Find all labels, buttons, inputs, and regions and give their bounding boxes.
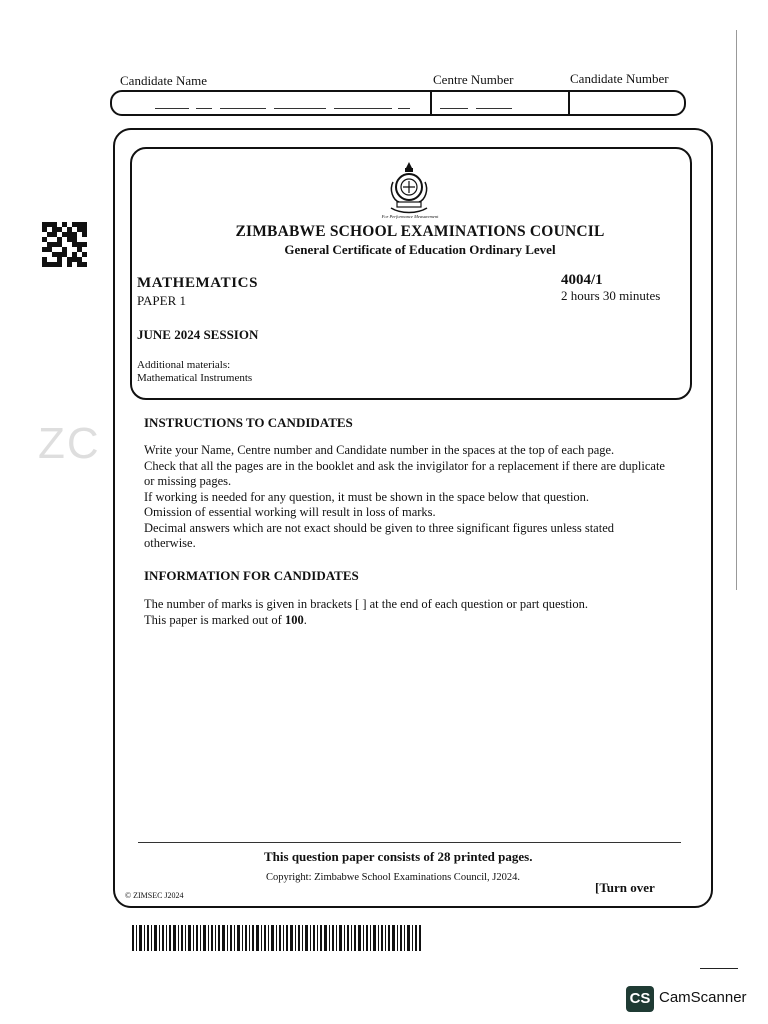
candidate-name-field[interactable] [155, 108, 189, 109]
zimsec-code: © ZIMSEC J2024 [125, 891, 184, 900]
candidate-name-field[interactable] [398, 108, 410, 109]
instructions-text [144, 443, 684, 552]
exam-duration: 2 hours 30 minutes [561, 288, 661, 303]
candidate-name-field[interactable] [220, 108, 266, 109]
candidate-number-label: Candidate Number [570, 71, 669, 86]
information-line [144, 613, 684, 629]
information-heading: INFORMATION FOR CANDIDATES [144, 568, 359, 583]
header-divider [430, 90, 432, 116]
paper-number: PAPER 1 [137, 293, 187, 308]
information-line-prefix: This paper is marked out of [144, 612, 285, 627]
instruction-line: Write your Name, Centre number and Candidate number in the spaces at the top of each page. [144, 443, 615, 457]
camscanner-label: CamScanner [659, 989, 747, 1006]
page-count-note: This question paper consists of 28 printed pages. [264, 849, 533, 864]
additional-materials-item: Mathematical Instruments [137, 372, 253, 384]
instructions-heading: INSTRUCTIONS TO CANDIDATES [144, 415, 353, 430]
candidate-details-box [110, 90, 686, 116]
instruction-line: If working is needed for any question, it must be shown in the space below that question. [144, 489, 590, 504]
footer-rule [138, 842, 681, 843]
zc-watermark: ZC [38, 419, 101, 468]
candidate-name-field[interactable] [274, 108, 326, 109]
additional-materials-label: Additional materials: [137, 359, 231, 371]
header-divider [568, 90, 570, 116]
centre-number-label: Centre Number [433, 72, 514, 87]
page-edge-mark [700, 968, 738, 969]
exam-session: JUNE 2024 SESSION [137, 327, 259, 342]
subject-title: MATHEMATICS [137, 275, 259, 291]
instruction-line: Omission of essential working will result in loss of marks. [144, 505, 436, 519]
additional-materials [137, 359, 252, 385]
candidate-name-field[interactable] [196, 108, 212, 109]
candidate-name-field[interactable] [334, 108, 392, 109]
information-line-suffix: . [303, 612, 307, 627]
centre-number-field[interactable] [440, 108, 468, 109]
instruction-line: Decimal answers which are not exact should be given to three significant figures unless stated otherwise. [144, 520, 614, 550]
centre-number-field[interactable] [476, 108, 512, 109]
candidate-name-label: Candidate Name [120, 73, 207, 88]
turn-over-note: [Turn over [595, 880, 655, 895]
paper-code: 4004/1 [561, 272, 603, 288]
page-edge [736, 30, 737, 590]
zimsec-seal-icon [387, 160, 431, 218]
seal-motto: For Performance Measurement [381, 214, 439, 219]
council-name: ZIMBABWE SCHOOL EXAMINATIONS COUNCIL [235, 223, 605, 240]
qualification-level: General Certificate of Education Ordinary Level [284, 242, 556, 257]
total-marks: 100 [284, 612, 304, 627]
barcode [132, 925, 422, 951]
instruction-line: Check that all the pages are in the booklet and ask the invigilator for a replacement if there are duplicate or missing pages. [144, 458, 665, 488]
copyright-note: Copyright: Zimbabwe School Examinations Council, J2024. [266, 872, 521, 883]
information-line: The number of marks is given in brackets [ ] at the end of each question or part question. [144, 597, 588, 611]
information-text [144, 597, 684, 628]
camscanner-logo-icon: CS [626, 986, 654, 1012]
qr-code [42, 222, 87, 267]
